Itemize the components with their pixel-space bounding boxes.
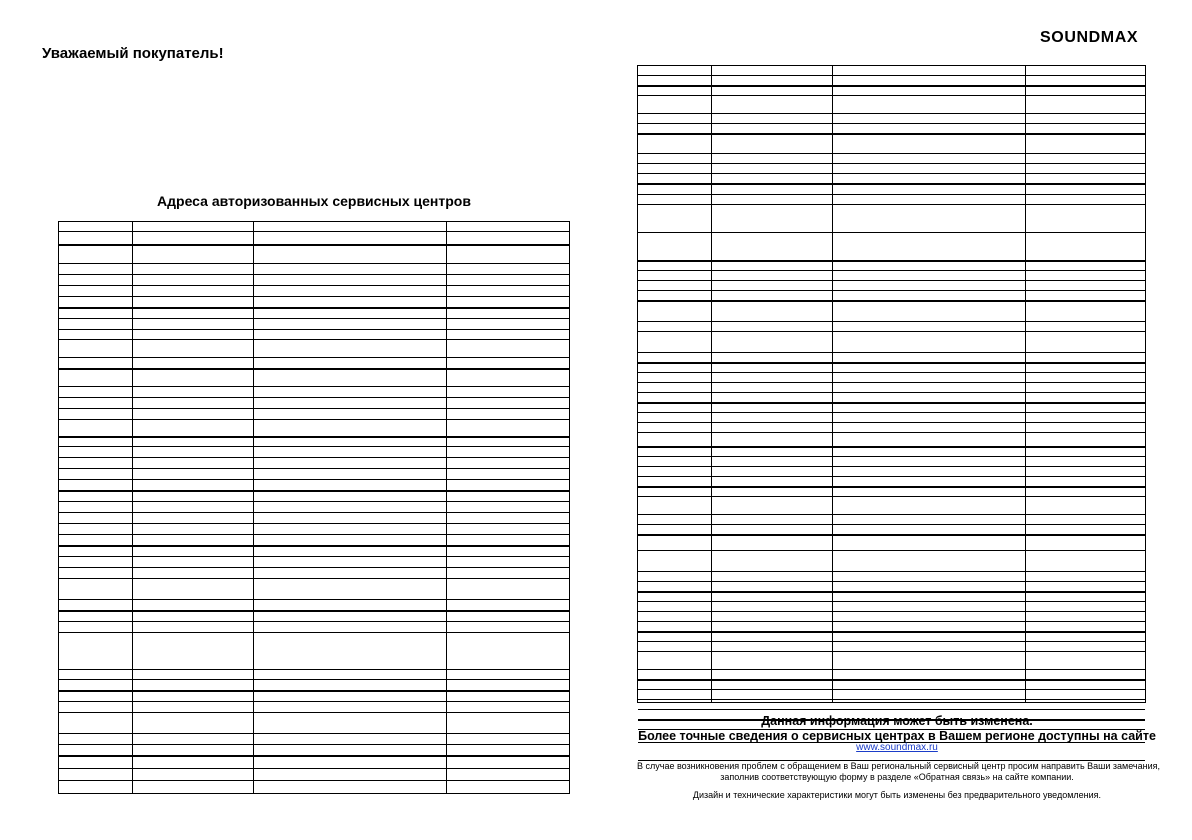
feedback-line-1: В случае возникновения проблем с обращением в Ваш региональный сервисный центр просим направить Ваши замечания, [637, 761, 1160, 771]
disclaimer: Дизайн и технические характеристики могут быть изменены без предварительного уведомления. [692, 790, 1102, 800]
table-row-divider [59, 621, 569, 622]
table-row-divider [59, 339, 569, 340]
table-row-divider [59, 468, 569, 469]
table-row-divider [59, 755, 569, 757]
table-row-divider [638, 486, 1145, 488]
table-row-divider [59, 556, 569, 557]
table-row-divider [638, 534, 1145, 536]
table-row-divider [638, 204, 1145, 205]
table-row-divider [638, 321, 1145, 322]
table-row-divider [59, 436, 569, 438]
table-row-divider [638, 75, 1145, 76]
table-row-divider [638, 232, 1145, 233]
table-row-divider [638, 270, 1145, 271]
table-row-divider [638, 591, 1145, 593]
table-row-divider [638, 446, 1145, 448]
table-row-divider [59, 610, 569, 612]
table-row-divider [638, 402, 1145, 404]
table-row-divider [638, 95, 1145, 96]
table-row-divider [638, 372, 1145, 373]
table-row-divider [638, 422, 1145, 423]
table-row-divider [59, 578, 569, 579]
table-row-divider [638, 496, 1145, 497]
table-row-divider [638, 153, 1145, 154]
table-row-divider [638, 412, 1145, 413]
notice-line-1: Данная информация может быть изменена. [761, 714, 1033, 728]
table-row-divider [59, 263, 569, 264]
table-row-divider [59, 479, 569, 480]
table-row-divider [59, 408, 569, 409]
table-row-divider [638, 651, 1145, 652]
table-row-divider [638, 679, 1145, 681]
table-row-divider [59, 744, 569, 745]
table-row-divider [59, 523, 569, 524]
table-row-divider [59, 599, 569, 600]
table-row-divider [59, 274, 569, 275]
table-row-divider [638, 113, 1145, 114]
table-row-divider [638, 331, 1145, 332]
table-row-divider [59, 690, 569, 692]
table-row-divider [638, 85, 1145, 87]
right-service-table [637, 65, 1146, 703]
table-row-divider [59, 669, 569, 670]
table-row-divider [638, 456, 1145, 457]
table-row-divider [638, 514, 1145, 515]
table-row-divider [638, 290, 1145, 291]
table-row-divider [638, 362, 1145, 364]
table-row-divider [59, 357, 569, 358]
table-row-divider [59, 397, 569, 398]
table-row-divider [638, 392, 1145, 393]
table-row-divider [638, 133, 1145, 135]
notice-line-2: Более точные сведения о сервисных центрах в Вашем регионе доступны на сайте [638, 729, 1156, 743]
table-row-divider [638, 581, 1145, 582]
table-row-divider [638, 352, 1145, 353]
table-row-divider [59, 733, 569, 734]
greeting-heading: Уважаемый покупатель! [42, 45, 224, 62]
brand-logo: SOUNDMAX [1040, 29, 1139, 46]
table-row-divider [638, 432, 1145, 433]
table-row-divider [59, 318, 569, 319]
table-row-divider [59, 501, 569, 502]
table-row-divider [59, 244, 569, 246]
table-row-divider [59, 632, 569, 633]
table-row-divider [638, 571, 1145, 572]
table-row-divider [638, 194, 1145, 195]
table-row-divider [638, 631, 1145, 633]
table-row-divider [638, 476, 1145, 477]
table-row-divider [59, 446, 569, 447]
table-row-divider [59, 296, 569, 297]
table-row-divider [59, 780, 569, 781]
table-row-divider [638, 382, 1145, 383]
table-row-divider [59, 419, 569, 420]
feedback-line-2: заполнив соответствующую форму в разделе «Обратная связь» на сайте компании. [720, 772, 1074, 782]
table-row-divider [638, 601, 1145, 602]
website-link[interactable]: www.soundmax.ru [856, 742, 938, 753]
service-centers-title: Адреса авторизованных сервисных центров [157, 193, 471, 209]
table-row-divider [59, 307, 569, 309]
table-row-divider [638, 260, 1145, 262]
table-row-divider [638, 699, 1145, 700]
table-row-divider [638, 466, 1145, 467]
table-row-divider [59, 534, 569, 535]
table-row-divider [59, 490, 569, 492]
table-row-divider [59, 768, 569, 769]
table-row-divider [638, 123, 1145, 124]
table-row-divider [638, 524, 1145, 525]
table-row-divider [638, 669, 1145, 670]
table-row-divider [59, 567, 569, 568]
table-row-divider [59, 701, 569, 702]
table-row-divider [638, 709, 1145, 710]
table-row-divider [59, 285, 569, 286]
table-row-divider [638, 689, 1145, 690]
table-row-divider [638, 641, 1145, 642]
table-row-divider [638, 300, 1145, 302]
table-row-divider [638, 621, 1145, 622]
table-row-divider [59, 329, 569, 330]
left-service-table [58, 221, 570, 794]
table-row-divider [59, 457, 569, 458]
table-column-divider [1025, 66, 1026, 702]
table-column-divider [832, 66, 833, 702]
table-row-divider [638, 280, 1145, 281]
table-row-divider [59, 679, 569, 680]
table-row-divider [638, 550, 1145, 551]
table-row-divider [59, 386, 569, 387]
table-row-divider [59, 231, 569, 232]
table-column-divider [711, 66, 712, 702]
table-row-divider [59, 545, 569, 547]
table-row-divider [638, 611, 1145, 612]
table-row-divider [59, 712, 569, 713]
table-row-divider [638, 163, 1145, 164]
table-row-divider [59, 368, 569, 370]
table-row-divider [59, 512, 569, 513]
table-row-divider [638, 173, 1145, 174]
table-row-divider [638, 183, 1145, 185]
